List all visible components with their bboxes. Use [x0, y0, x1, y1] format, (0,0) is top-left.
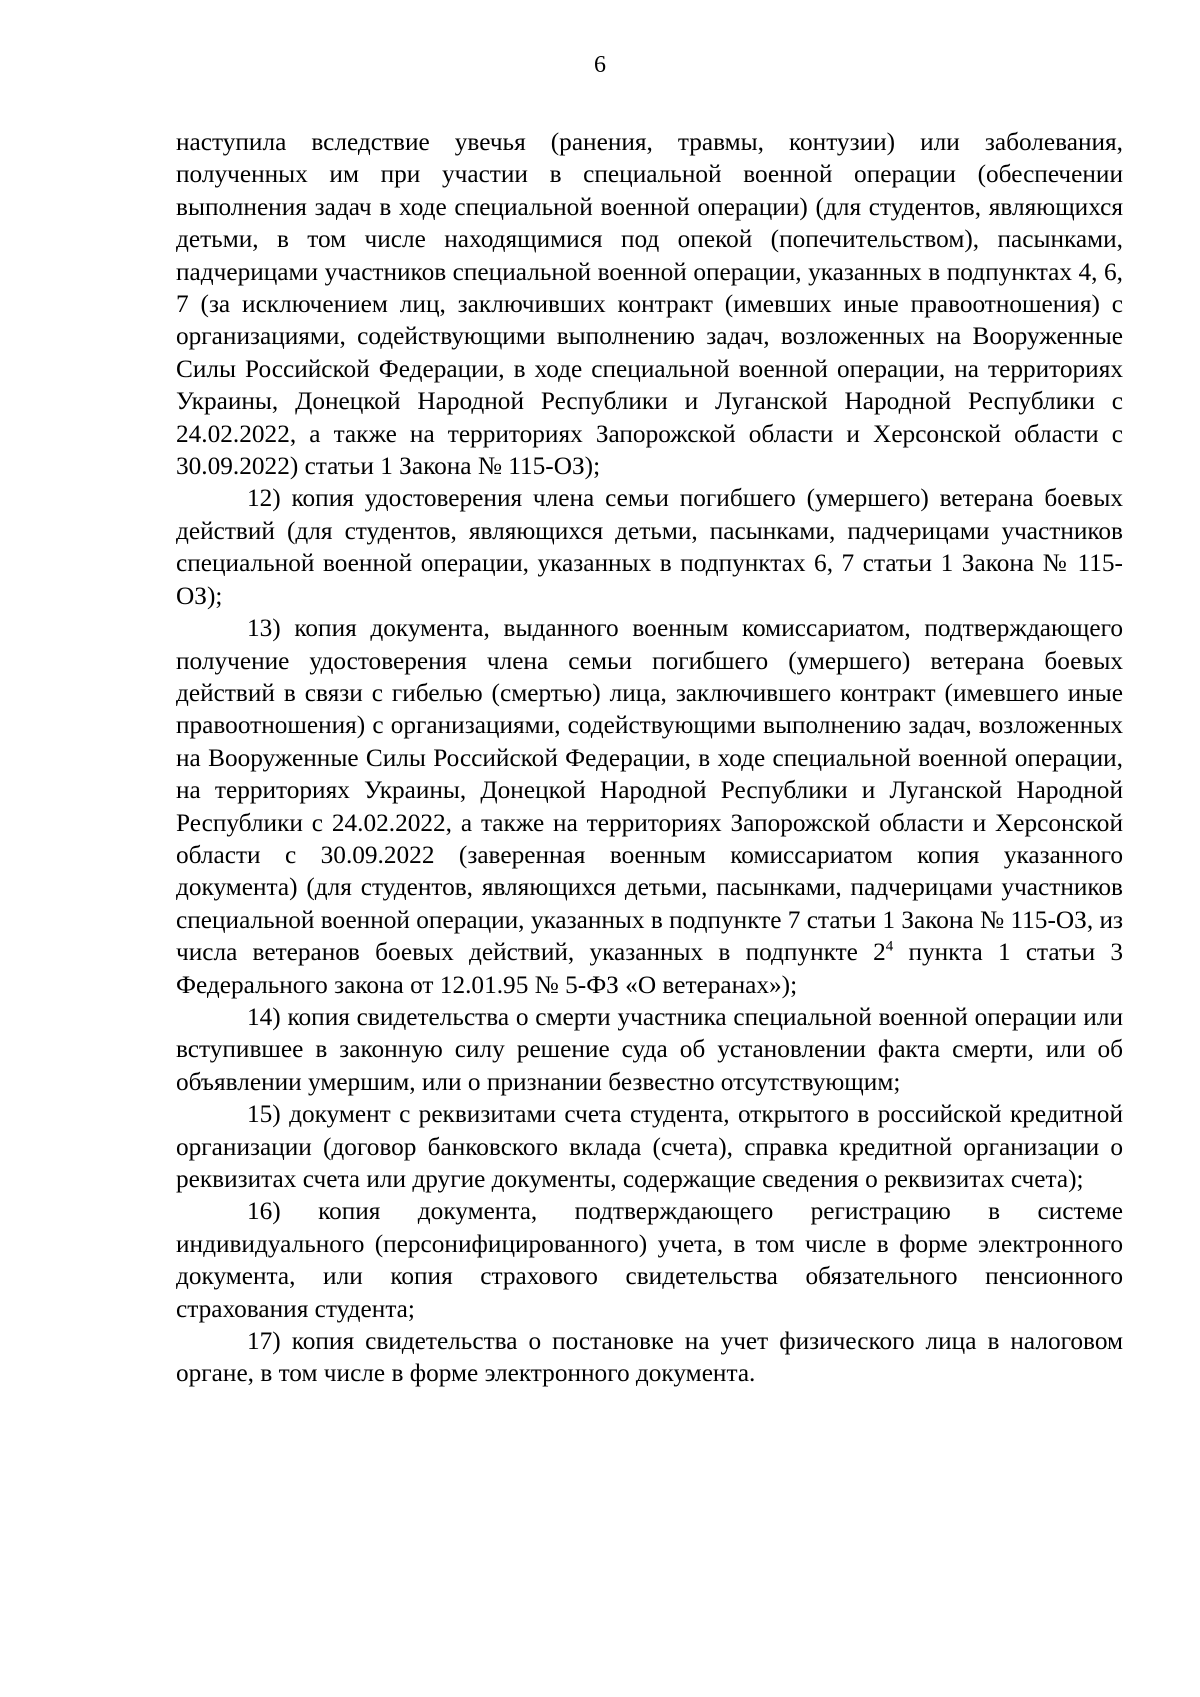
paragraph-item-13-text-end: пункта 1 статьи 3 Федерального закона от 12.01.95 № 5-ФЗ «О ветеранах»); [176, 938, 1123, 999]
paragraph-item-16: 16) копия документа, подтверждающего регистрацию в системе индивидуального (персонифицированного) учета, в том числе в форме электронного документа, или копия страхового свидетельства обязательного пенсионного страхования студента; [176, 1197, 1123, 1323]
paragraph-item-12: 12) копия удостоверения члена семьи погибшего (умершего) ветерана боевых действий (для студентов, являющихся детьми, пасынками, падчерицами участников специальной военной операции, указанных в подпунктах 6, 7 статьи 1 Закона № 115-ОЗ); [176, 484, 1123, 610]
paragraph-item-13-text: 13) копия документа, выданного военным комиссариатом, подтверждающего получение удостоверения члена семьи погибшего (умершего) ветерана боевых действий в связи с гибелью (смертью) лица, заключившего контракт (имевшего иные правоотношения) с организациями, содействующими выполнению задач, возложенных на Вооруженные Силы Российской Федерации, в ходе специальной военной операции, на территориях Украины, Донецкой Народной Республики и Луганской Народной Республики с 24.02.2022, а также на территориях Запорожской области и Херсонской области с 30.09.2022 (заверенная военным комиссариатом копия указанного документа) (для студентов, являющихся детьми, пасынками, падчерицами участников специальной военной операции, указанных в подпункте 7 статьи 1 Закона № 115-ОЗ, из числа ветеранов боевых действий, указанных в подпункте 2 [176, 614, 1123, 967]
paragraph-item-13 [176, 612, 1123, 1001]
paragraph-continuation: наступила вследствие увечья (ранения, травмы, контузии) или заболевания, полученных им при участии в специальной военной операции (обеспечении выполнения задач в ходе специальной военной операции) (для студентов, являющихся детьми, в том числе находящимися под опекой (попечительством), пасынками, падчерицами участников специальной военной операции, указанных в подпунктах 4, 6, 7 (за исключением лиц, заключивших контракт (имевших иные правоотношения) с организациями, содействующими выполнению задач, возложенных на Вооруженные Силы Российской Федерации, в ходе специальной военной операции, на территориях Украины, Донецкой Народной Республики и Луганской Народной Республики с 24.02.2022, а также на территориях Запорожской области и Херсонской области с 30.09.2022) статьи 1 Закона № 115-ОЗ); [176, 128, 1123, 481]
document-body [176, 126, 1123, 1390]
paragraph-item-14: 14) копия свидетельства о смерти участника специальной военной операции или вступившее в законную силу решение суда об установлении факта смерти, или об объявлении умершим, или о признании безвестно отсутствующим; [176, 1002, 1123, 1096]
paragraph-item-17: 17) копия свидетельства о постановке на учет физического лица в налоговом органе, в том числе в форме электронного документа. [176, 1327, 1123, 1388]
page-number: 6 [594, 52, 606, 78]
superscript-index: 4 [885, 938, 894, 955]
paragraph-item-15: 15) документ с реквизитами счета студента, открытого в российской кредитной организации (договор банковского вклада (счета), справка кредитной организации о реквизитах счета или другие документы, содержащие сведения о реквизитах счета); [176, 1100, 1123, 1193]
